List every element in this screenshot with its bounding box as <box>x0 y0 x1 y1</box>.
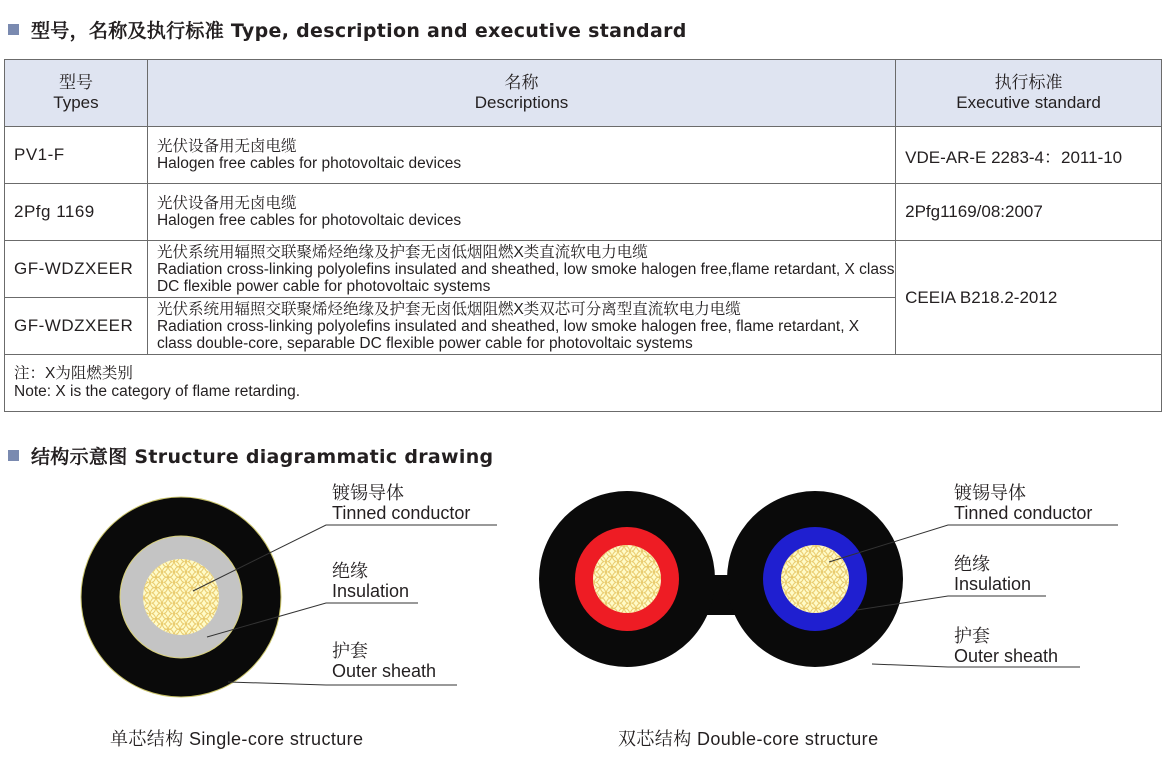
section-title-text: 结构示意图 Structure diagrammatic drawing <box>31 446 494 468</box>
desc-en: Halogen free cables for photovoltaic devices <box>156 212 462 229</box>
desc-en: Radiation cross-linking polyolefins insulated and sheathed, low smoke halogen free, flame retardant, X class double-core, separable DC flexible power cable for photovoltaic systems <box>156 317 860 352</box>
single-label-insulation <box>332 561 409 601</box>
double-core-caption: 双芯结构 Double-core structure <box>618 729 879 749</box>
double-label-conductor <box>954 483 1092 523</box>
header-desc-en: Descriptions <box>474 93 569 112</box>
standard-cell: 2Pfg1169/08:2007 <box>896 184 1162 241</box>
single-label-sheath <box>332 641 436 681</box>
model-cell: GF-WDZXEER <box>5 298 148 355</box>
header-desc-cn: 名称 <box>504 73 539 92</box>
desc-en: Halogen free cables for photovoltaic devices <box>156 155 462 172</box>
model-cell: GF-WDZXEER <box>5 241 148 298</box>
standard-cell: VDE-AR-E 2283-4：2011-10 <box>896 127 1162 184</box>
label-en: Tinned conductor <box>954 503 1093 523</box>
header-std-cn: 执行标准 <box>994 73 1063 92</box>
desc-cn: 光伏设备用无卤电缆 <box>156 138 297 155</box>
label-cn: 绝缘 <box>332 561 368 581</box>
double-left-conductor-strands <box>593 545 661 613</box>
double-label-insulation <box>954 554 1031 594</box>
note-cn: 注：X为阻燃类别 <box>14 365 133 382</box>
desc-cn: 光伏系统用辐照交联聚烯烃绝缘及护套无卤低烟阻燃X类双芯可分离型直流软电力电缆 <box>156 300 741 318</box>
label-cn: 绝缘 <box>954 554 990 574</box>
label-en: Outer sheath <box>332 661 437 681</box>
header-std-en: Executive standard <box>956 93 1101 112</box>
label-en: Insulation <box>332 581 410 601</box>
note-en: Note: X is the category of flame retarding. <box>14 383 301 400</box>
label-en: Tinned conductor <box>332 503 471 523</box>
desc-cn: 光伏系统用辐照交联聚烯烃绝缘及护套无卤低烟阻燃X类直流软电力电缆 <box>156 243 648 261</box>
header-types-cn: 型号 <box>58 73 93 92</box>
label-cn: 护套 <box>332 641 368 661</box>
label-cn: 镀锡导体 <box>332 483 404 503</box>
label-en: Outer sheath <box>954 646 1059 666</box>
header-types-en: Types <box>53 93 99 112</box>
label-cn: 护套 <box>954 626 990 646</box>
label-cn: 镀锡导体 <box>954 483 1026 503</box>
desc-cn: 光伏设备用无卤电缆 <box>156 195 297 212</box>
double-label-sheath <box>954 626 1058 666</box>
section-title-text: 型号，名称及执行标准 Type, description and executive standard <box>31 20 687 42</box>
double-right-conductor-strands <box>781 545 849 613</box>
single-conductor-strands <box>143 559 219 635</box>
model-cell: 2Pfg 1169 <box>5 184 148 241</box>
single-label-conductor <box>332 483 470 523</box>
model-cell: PV1-F <box>5 127 148 184</box>
single-core-caption: 单芯结构 Single-core structure <box>110 729 364 749</box>
desc-en: Radiation cross-linking polyolefins insulated and sheathed, low smoke halogen free,flame retardant, X class DC flexible power cable for photovoltaic systems <box>156 260 895 295</box>
label-en: Insulation <box>954 574 1032 594</box>
standard-cell: CEEIA B218.2-2012 <box>896 241 1162 355</box>
leader-line-sheath <box>228 682 457 685</box>
